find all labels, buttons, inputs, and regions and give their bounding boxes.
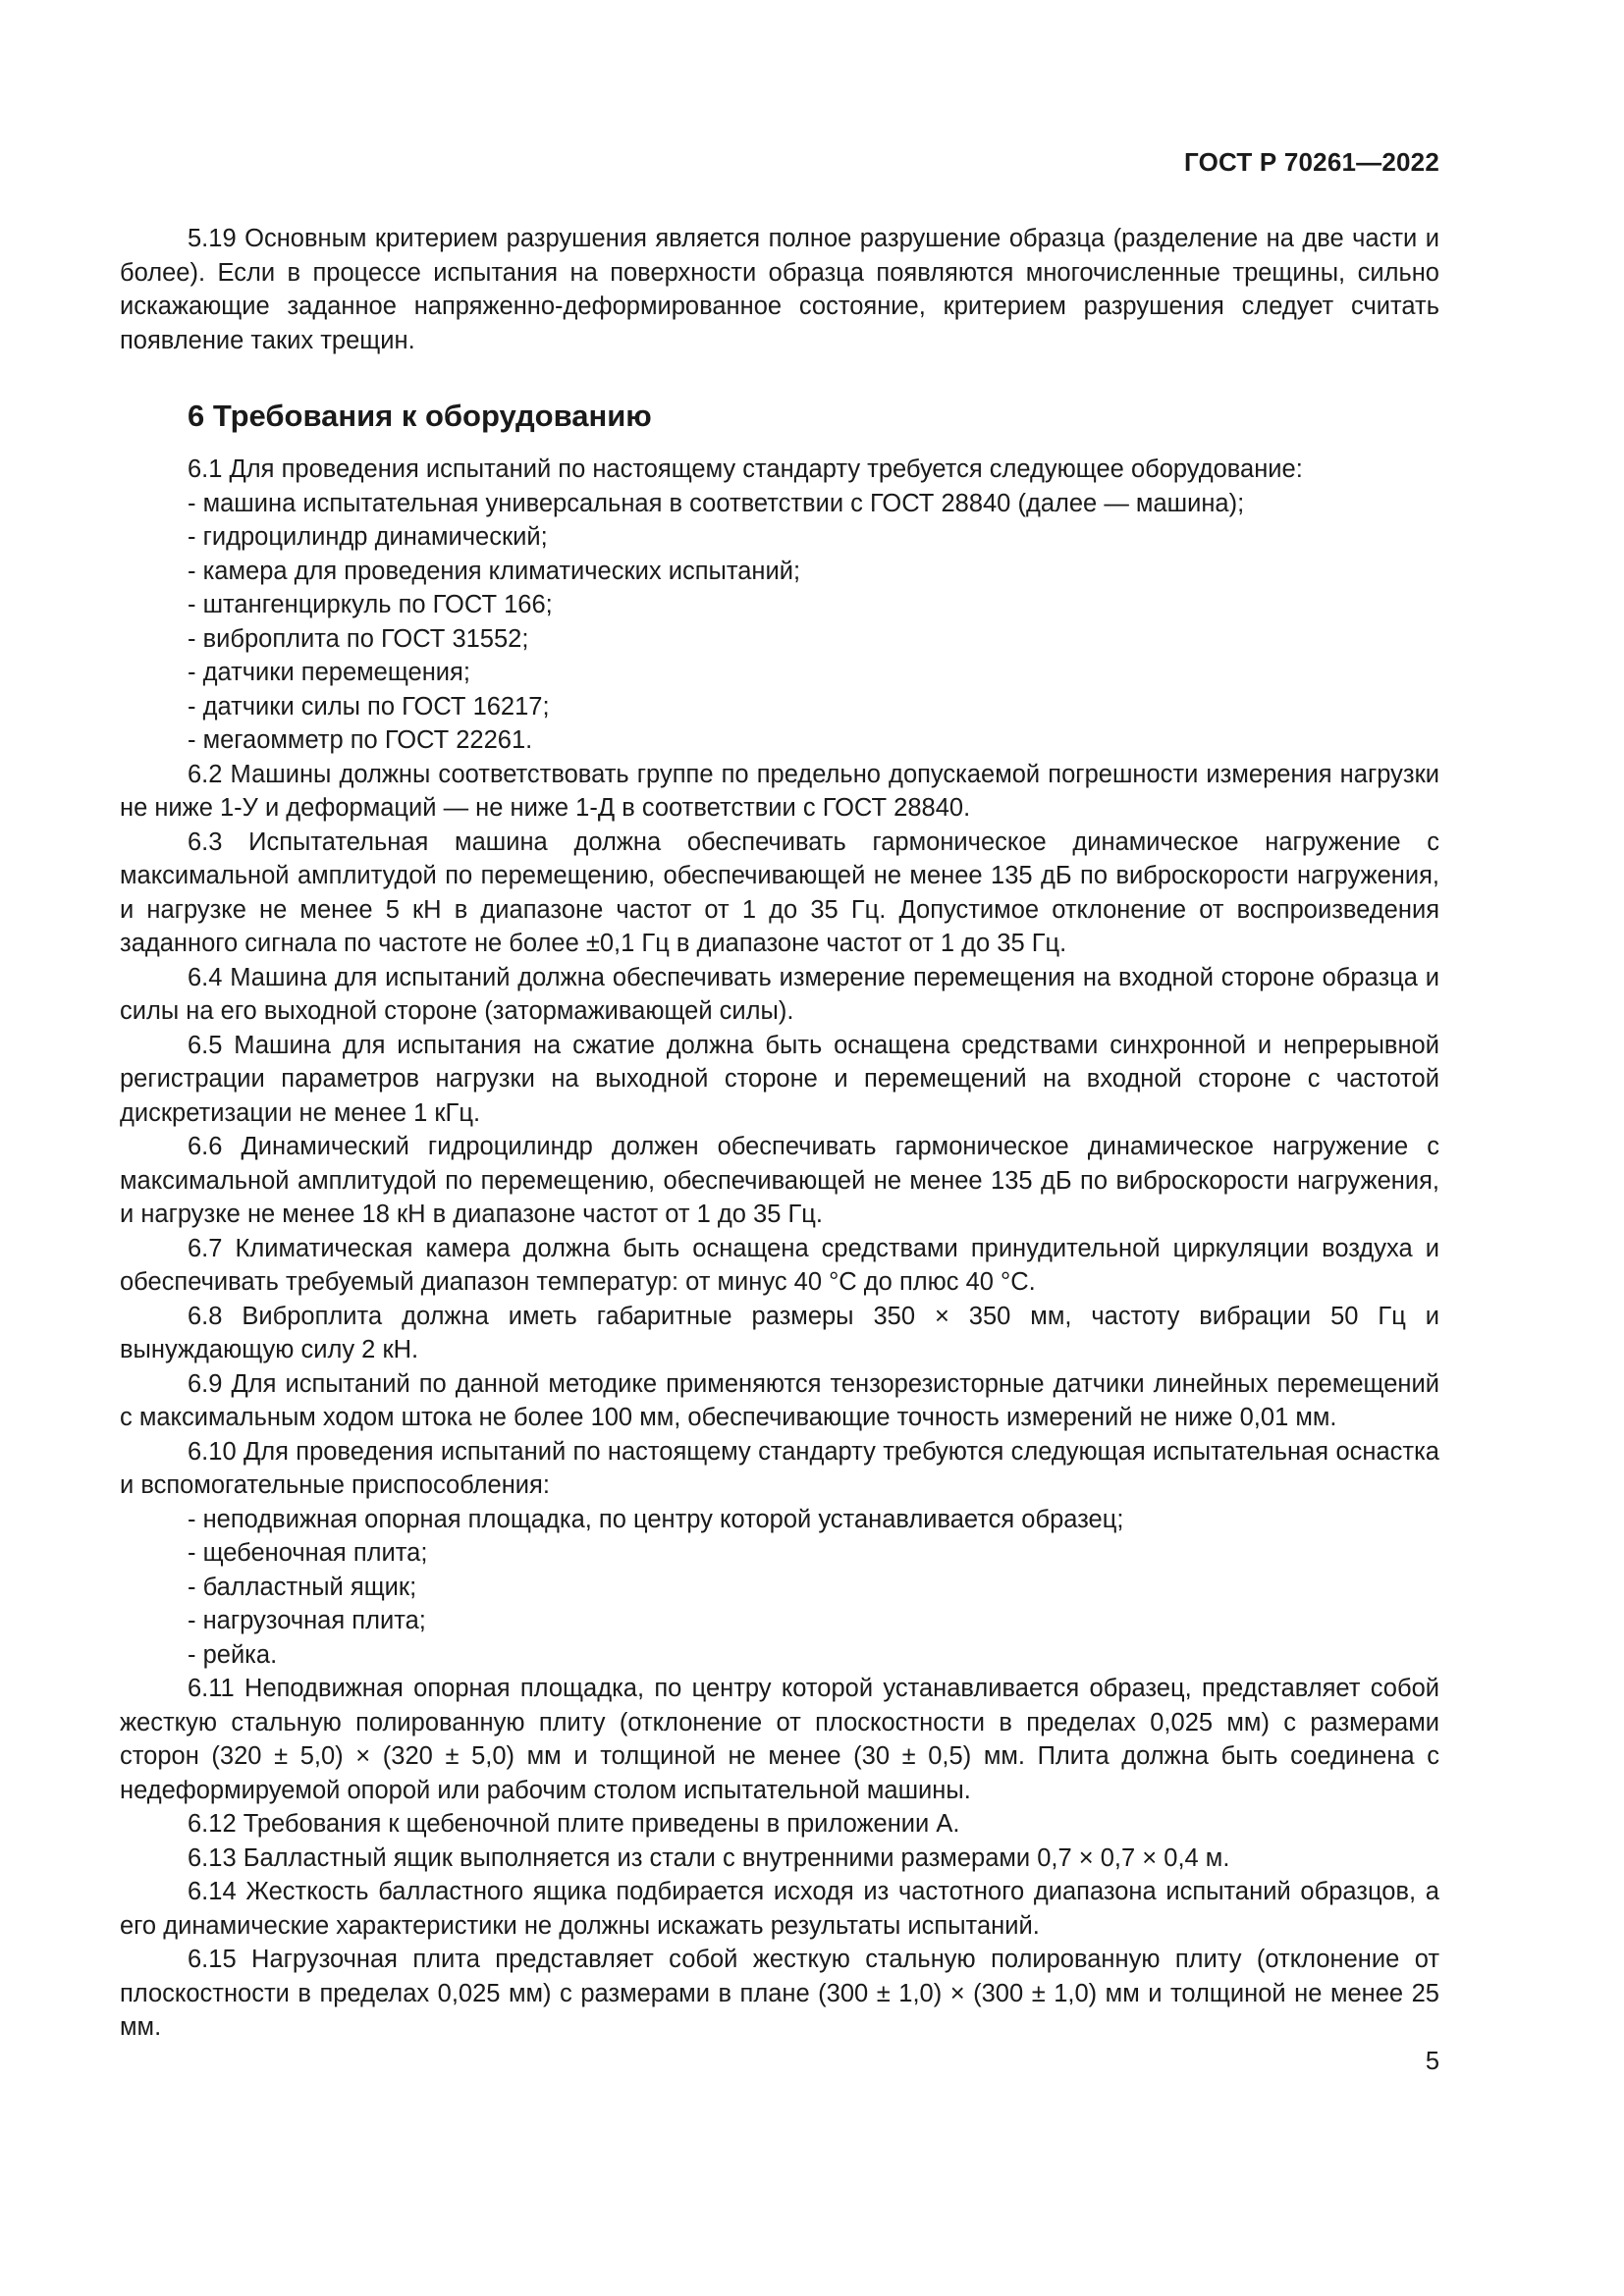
list-item: - виброплита по ГОСТ 31552; [188, 624, 529, 653]
paragraph: 6.6 Динамический гидроцилиндр должен обеспечивать гармоническое динамическое нагружение с максимальной амплитудой по перемещению, обеспечивающей не менее 135 дБ по виброскорости нагружения, и нагрузке не менее 18 кН в диапазоне частот от 1 до 35 Гц. [120, 1133, 1439, 1228]
document-body [120, 222, 1439, 2045]
paragraph: 6.4 Машина для испытаний должна обеспечивать измерение перемещения на входной стороне образца и силы на его выходной стороне (затормаживающей силы). [120, 963, 1439, 1025]
paragraph: 6.10 Для проведения испытаний по настоящему стандарту требуются следующая испытательная оснастка и вспомогательные приспособления: [120, 1437, 1439, 1499]
list-item: - балластный ящик; [188, 1573, 417, 1601]
paragraph: 6.9 Для испытаний по данной методике применяются тензорезисторные датчики линейных перемещений с максимальным ходом штока не более 100 мм, обеспечивающие точность измерений не ниже 0,01 мм. [120, 1369, 1439, 1431]
document-id-header: ГОСТ Р 70261—2022 [1184, 147, 1439, 177]
paragraph: 6.2 Машины должны соответствовать группе по предельно допускаемой погрешности измерения нагрузки не ниже 1-У и деформаций — не ниже 1-Д в соответствии с ГОСТ 28840. [120, 760, 1439, 822]
list-item: - машина испытательная универсальная в соответствии с ГОСТ 28840 (далее — машина); [188, 489, 1245, 517]
paragraph: 6.15 Нагрузочная плита представляет собой жесткую стальную полированную плиту (отклонение от плоскостности в пределах 0,025 мм) с размерами в плане (300 ± 1,0) × (300 ± 1,0) мм и толщиной не менее 25 мм. [120, 1946, 1439, 2041]
paragraph: 6.7 Климатическая камера должна быть оснащена средствами принудительной циркуляции воздуха и обеспечивать требуемый диапазон температур: от минус 40 °С до плюс 40 °С. [120, 1234, 1439, 1296]
list-item: - гидроцилиндр динамический; [188, 523, 548, 551]
paragraph: 6.8 Виброплита должна иметь габаритные размеры 350 × 350 мм, частоту вибрации 50 Гц и вынуждающую силу 2 кН. [120, 1302, 1439, 1363]
list-item: - мегаомметр по ГОСТ 22261. [188, 726, 533, 754]
list-item: - неподвижная опорная площадка, по центру которой устанавливается образец; [188, 1505, 1124, 1533]
paragraph: 6.1 Для проведения испытаний по настоящему стандарту требуется следующее оборудование: [188, 455, 1303, 483]
paragraph: 6.3 Испытательная машина должна обеспечивать гармоническое динамическое нагружение с максимальной амплитудой по перемещению, обеспечивающей не менее 135 дБ по виброскорости нагружения, и нагрузке не менее 5 кН в диапазоне частот от 1 до 35 Гц. Допустимое отклонение от воспроизведения заданного сигнала по частоте не более ±0,1 Гц в диапазоне частот от 1 до 35 Гц. [120, 828, 1439, 957]
paragraph: 5.19 Основным критерием разрушения является полное разрушение образца (разделение на две части и более). Если в процессе испытания на поверхности образца появляются многочисленные трещины, сильно искажающие заданное напряженно-деформированное состояние, критерием разрушения следует считать появление таких трещин. [120, 225, 1439, 354]
paragraph: 6.14 Жесткость балластного ящика подбирается исходя из частотного диапазона испытаний образцов, а его динамические характеристики не должны искажать результаты испытаний. [120, 1878, 1439, 1940]
paragraph: 6.11 Неподвижная опорная площадка, по центру которой устанавливается образец, представляет собой жесткую стальную полированную плиту (отклонение от плоскостности в пределах 0,025 мм) с размерами сторон (320 ± 5,0) × (320 ± 5,0) мм и толщиной не менее (30 ± 0,5) мм. Плита должна быть соединена с недеформируемой опорой или рабочим столом испытательной машины. [120, 1675, 1439, 1804]
paragraph: 6.5 Машина для испытания на сжатие должна быть оснащена средствами синхронной и непрерывной регистрации параметров нагрузки на выходной стороне и перемещений на входной стороне с частотой дискретизации не менее 1 кГц. [120, 1031, 1439, 1127]
page-number: 5 [1425, 2048, 1439, 2075]
list-item: - щебеночная плита; [188, 1539, 428, 1567]
list-item: - датчики силы по ГОСТ 16217; [188, 692, 550, 721]
list-item: - штангенциркуль по ГОСТ 166; [188, 591, 553, 618]
list-item: - рейка. [188, 1640, 278, 1669]
section-heading: 6 Требования к оборудованию [188, 399, 652, 433]
list-item: - датчики перемещения; [188, 659, 470, 686]
list-item: - нагрузочная плита; [188, 1607, 426, 1634]
paragraph: 6.12 Требования к щебеночной плите приведены в приложении А. [188, 1810, 960, 1838]
list-item: - камера для проведения климатических испытаний; [188, 557, 801, 585]
paragraph: 6.13 Балластный ящик выполняется из стали с внутренними размерами 0,7 × 0,7 × 0,4 м. [188, 1843, 1230, 1872]
